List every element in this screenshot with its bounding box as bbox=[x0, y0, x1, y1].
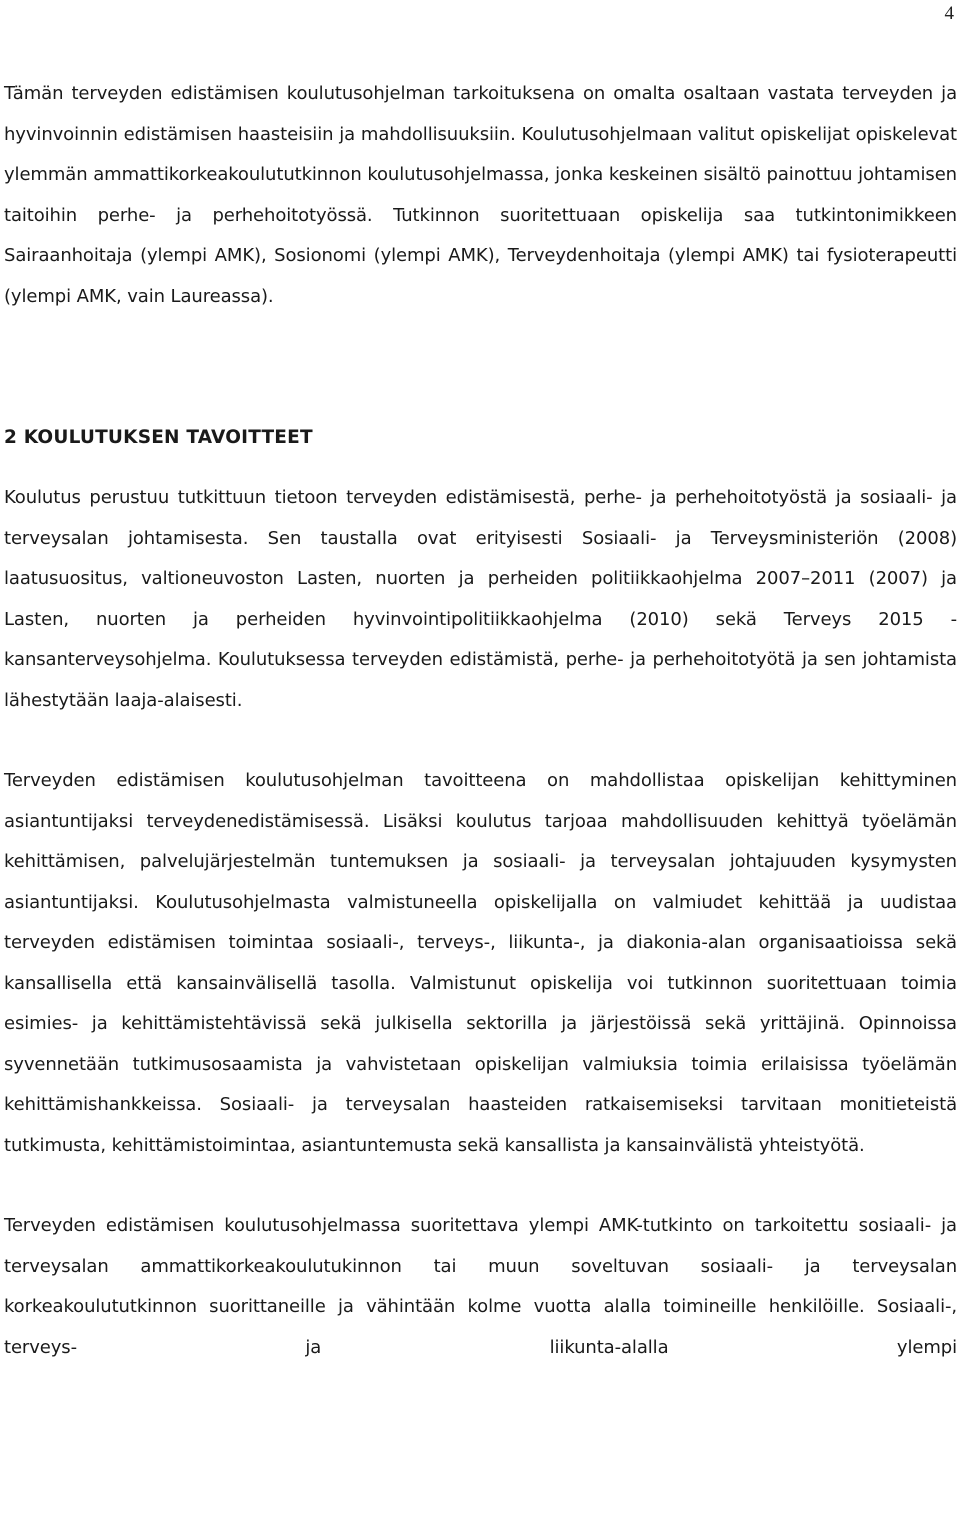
page-number: 4 bbox=[944, 3, 954, 24]
goals-paragraph-3: Terveyden edistämisen koulutusohjelmassa suoritettava ylempi AMK-tutkinto on tarkoitettu sosiaali- ja terveysalan ammattikorkeakoulutukinnon tai muun soveltuvan sosiaali- ja terveysalan korkeakoulututkinnon suorittaneille ja vähintään kolme vuotta alalla toimineille henkilöille. Sosiaali-, terveys- ja liikunta-alalla ylempi bbox=[4, 1215, 957, 1358]
goals-paragraph-2: Terveyden edistämisen koulutusohjelman tavoitteena on mahdollistaa opiskelijan kehittyminen asiantuntijaksi terveydenedistämisessä. Lisäksi koulutus tarjoaa mahdollisuuden kehittyä työelämän kehittämisen, palvelujärjestelmän tuntemuksen ja sosiaali- ja terveysalan johtajuuden kysymysten asiantuntijaksi. Koulutusohjelmasta valmistuneella opiskelijalla on valmiudet kehittää ja uudistaa terveyden edistämisen toimintaa sosiaali-, terveys-, liikunta-, ja diakonia-alan organisaatioissa sekä kansallisella että kansainvälisellä tasolla. Valmistunut opiskelija voi tutkinnon suoritettuaan toimia esimies- ja kehittämistehtävissä sekä julkisella sektorilla ja järjestöissä sekä yrittäjinä. Opinnoissa syvennetään tutkimusosaamista ja vahvistetaan opiskelijan valmiuksia toimia erilaisissa työelämän kehittämishankkeissa. Sosiaali- ja terveysalan haasteiden ratkaisemiseksi tarvitaan monitieteistä tutkimusta, kehittämistoimintaa, asiantuntemusta sekä kansallista ja kansainvälistä yhteistyötä. bbox=[4, 770, 957, 1156]
spacer bbox=[4, 317, 957, 418]
spacer bbox=[4, 1166, 957, 1206]
goals-paragraph-1: Koulutus perustuu tutkittuun tietoon terveyden edistämisestä, perhe- ja perhehoitotyöstä ja sosiaali- ja terveysalan johtamisesta. Sen taustalla ovat erityisesti Sosiaali- ja Terveysministeriön (2008) laatusuositus, valtioneuvoston Lasten, nuorten ja perheiden politiikkaohjelma 2007–2011 (2007) ja Lasten, nuorten ja perheiden hyvinvointipolitiikkaohjelma (2010) sekä Terveys 2015 - kansanterveysohjelma. Koulutuksessa terveyden edistämistä, perhe- ja perhehoitotyötä ja sen johtamista lähestytään laaja-alaisesti. bbox=[4, 487, 957, 711]
section-heading: 2 KOULUTUKSEN TAVOITTEET bbox=[4, 427, 313, 448]
spacer bbox=[4, 458, 957, 478]
document-body bbox=[4, 74, 957, 1368]
intro-paragraph: Tämän terveyden edistämisen koulutusohjelman tarkoituksena on omalta osaltaan vastata terveyden ja hyvinvoinnin edistämisen haasteisiin ja mahdollisuuksiin. Koulutusohjelmaan valitut opiskelijat opiskelevat ylemmän ammattikorkeakoulututkinnon koulutusohjelmassa, jonka keskeinen sisältö painottuu johtamisen taitoihin perhe- ja perhehoitotyössä. Tutkinnon suoritettuaan opiskelija saa tutkintonimikkeen Sairaanhoitaja (ylempi AMK), Sosionomi (ylempi AMK), Terveydenhoitaja (ylempi AMK) tai fysioterapeutti (ylempi AMK, vain Laureassa). bbox=[4, 83, 957, 307]
spacer bbox=[4, 721, 957, 761]
